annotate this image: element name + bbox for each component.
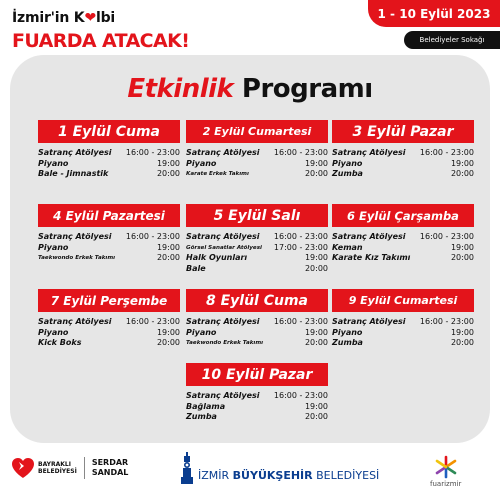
event-list xyxy=(332,232,474,264)
mayor-name: SERDAR SANDAL xyxy=(91,458,129,477)
event-row xyxy=(38,169,180,180)
event-name: Bale xyxy=(186,263,206,273)
event-time: 20:00 xyxy=(450,338,474,347)
event-time: 16:00 - 23:00 xyxy=(273,391,328,400)
event-name: Zumba xyxy=(332,338,363,347)
event-name: Piyano xyxy=(186,327,217,337)
event-list xyxy=(186,232,328,274)
event-row xyxy=(332,148,474,159)
event-row xyxy=(186,402,328,413)
event-row xyxy=(38,148,180,159)
event-time: 16:00 - 23:00 xyxy=(273,232,328,241)
izmir-metropolitan-logo xyxy=(180,452,379,484)
day-banner: 1 Eylül Cuma xyxy=(38,120,180,143)
fuar-izmir-logo xyxy=(430,455,461,488)
fuar-izmir-text: fuarizmir xyxy=(430,480,462,488)
event-time: 20:00 xyxy=(156,169,180,178)
event-list xyxy=(38,148,180,180)
event-row xyxy=(186,148,328,159)
event-row xyxy=(38,232,180,243)
event-time: 16:00 - 23:00 xyxy=(125,317,180,326)
event-name: Keman xyxy=(332,242,363,252)
event-time: 19:00 xyxy=(450,242,474,252)
event-list xyxy=(186,148,328,180)
heart-icon xyxy=(10,456,36,480)
event-time: 19:00 xyxy=(156,242,180,252)
day-banner: 2 Eylül Cumartesi xyxy=(186,120,328,143)
header-tagline: İzmir'in K❤lbi xyxy=(12,10,115,26)
event-name: Kick Boks xyxy=(38,338,82,347)
event-row xyxy=(186,338,328,349)
event-row xyxy=(186,159,328,170)
day-banner: 6 Eylül Çarşamba xyxy=(332,204,474,227)
event-time: 19:00 xyxy=(450,158,474,168)
event-time: 16:00 - 23:00 xyxy=(125,148,180,157)
day-card xyxy=(186,120,328,180)
event-name: Piyano xyxy=(332,158,363,168)
event-time: 19:00 xyxy=(156,158,180,168)
event-row xyxy=(38,338,180,349)
event-name: Bale - Jimnastik xyxy=(38,169,109,178)
day-card xyxy=(332,120,474,180)
event-list xyxy=(332,317,474,349)
footer-divider xyxy=(84,457,85,479)
event-time: 19:00 xyxy=(304,158,328,168)
event-time: 20:00 xyxy=(304,263,328,273)
event-row xyxy=(332,232,474,243)
event-row xyxy=(332,338,474,349)
day-card xyxy=(38,289,180,349)
event-name: Satranç Atölyesi xyxy=(186,148,260,157)
bayrakli-brand xyxy=(10,456,128,480)
event-name: Satranç Atölyesi xyxy=(38,232,112,241)
event-time: 16:00 - 23:00 xyxy=(419,232,474,241)
day-card xyxy=(332,289,474,349)
event-row xyxy=(332,169,474,180)
event-time: 16:00 - 23:00 xyxy=(419,148,474,157)
event-list xyxy=(38,317,180,349)
event-name: Halk Oyunları xyxy=(186,253,248,262)
event-time: 20:00 xyxy=(450,169,474,178)
event-row xyxy=(38,317,180,328)
event-row xyxy=(186,317,328,328)
event-row xyxy=(186,169,328,180)
day-banner: 3 Eylül Pazar xyxy=(332,120,474,143)
event-row xyxy=(38,159,180,170)
event-name: Zumba xyxy=(332,169,363,178)
event-row xyxy=(332,317,474,328)
event-row xyxy=(332,253,474,264)
event-time: 19:00 xyxy=(450,327,474,337)
event-name: Satranç Atölyesi xyxy=(332,232,406,241)
event-name: Zumba xyxy=(186,412,217,421)
event-row xyxy=(332,243,474,254)
event-row xyxy=(38,328,180,339)
program-title: Etkinlik Programı xyxy=(127,74,373,104)
event-time: 17:00 - 23:00 xyxy=(273,242,328,252)
day-banner: 5 Eylül Salı xyxy=(186,204,328,227)
event-list xyxy=(186,317,328,349)
event-name: Satranç Atölyesi xyxy=(186,232,260,241)
event-name: Satranç Atölyesi xyxy=(332,317,406,326)
day-card xyxy=(332,204,474,264)
date-range-badge: 1 - 10 Eylül 2023 xyxy=(368,0,500,27)
event-name: Satranç Atölyesi xyxy=(38,148,112,157)
event-row xyxy=(186,232,328,243)
bayrakli-logo-text: BAYRAKLI BELEDİYESİ xyxy=(38,461,77,475)
event-row xyxy=(186,243,328,254)
event-row xyxy=(332,159,474,170)
event-name: Taekwondo Erkek Takımı xyxy=(186,340,264,346)
event-row xyxy=(186,328,328,339)
event-time: 16:00 - 23:00 xyxy=(419,317,474,326)
day-banner: 4 Eylül Pazartesi xyxy=(38,204,180,227)
heart-icon: ❤ xyxy=(84,10,96,26)
venue-badge: Belediyeler Sokağı xyxy=(404,31,500,49)
clock-tower-icon xyxy=(180,452,194,484)
event-name: Piyano xyxy=(186,158,217,168)
event-time: 20:00 xyxy=(304,412,328,421)
event-time: 20:00 xyxy=(156,253,180,262)
event-time: 19:00 xyxy=(304,401,328,411)
day-card xyxy=(38,204,180,264)
event-row xyxy=(186,264,328,275)
event-time: 20:00 xyxy=(304,338,328,347)
day-card xyxy=(38,120,180,180)
event-row xyxy=(186,391,328,402)
event-time: 16:00 - 23:00 xyxy=(273,148,328,157)
fuar-star-icon xyxy=(434,455,458,479)
event-name: Piyano xyxy=(38,327,69,337)
event-name: Karate Erkek Takımı xyxy=(186,171,249,177)
event-name: Piyano xyxy=(332,327,363,337)
event-list xyxy=(38,232,180,264)
event-time: 19:00 xyxy=(156,327,180,337)
event-name: Bağlama xyxy=(186,401,226,411)
event-name: Karate Kız Takımı xyxy=(332,253,411,262)
event-name: Satranç Atölyesi xyxy=(38,317,112,326)
event-time: 19:00 xyxy=(304,327,328,337)
event-row xyxy=(186,253,328,264)
event-row xyxy=(38,253,180,264)
day-banner: 10 Eylül Pazar xyxy=(186,363,328,386)
event-row xyxy=(332,328,474,339)
event-time: 16:00 - 23:00 xyxy=(125,232,180,241)
event-name: Görsel Sanatlar Atölyesi xyxy=(186,244,262,251)
event-name: Piyano xyxy=(38,158,69,168)
event-time: 16:00 - 23:00 xyxy=(273,317,328,326)
day-banner: 7 Eylül Perşembe xyxy=(38,289,180,312)
header-slogan: FUARDA ATACAK! xyxy=(12,30,190,52)
event-time: 20:00 xyxy=(304,169,328,178)
day-card xyxy=(186,363,328,423)
event-name: Piyano xyxy=(38,242,69,252)
event-name: Satranç Atölyesi xyxy=(186,391,260,400)
event-row xyxy=(186,412,328,423)
day-card xyxy=(186,289,328,349)
event-time: 20:00 xyxy=(450,253,474,262)
event-name: Satranç Atölyesi xyxy=(186,317,260,326)
event-time: 20:00 xyxy=(156,338,180,347)
day-banner: 8 Eylül Cuma xyxy=(186,289,328,312)
event-list xyxy=(332,148,474,180)
izmir-metropolitan-text: İZMİR BÜYÜKŞEHİR BELEDİYESİ xyxy=(198,469,380,482)
event-time: 19:00 xyxy=(304,253,328,262)
day-banner: 9 Eylül Cumartesi xyxy=(332,289,474,312)
event-name: Satranç Atölyesi xyxy=(332,148,406,157)
day-card xyxy=(186,204,328,274)
event-name: Taekwondo Erkek Takımı xyxy=(38,255,116,261)
event-row xyxy=(38,243,180,254)
event-list xyxy=(186,391,328,423)
